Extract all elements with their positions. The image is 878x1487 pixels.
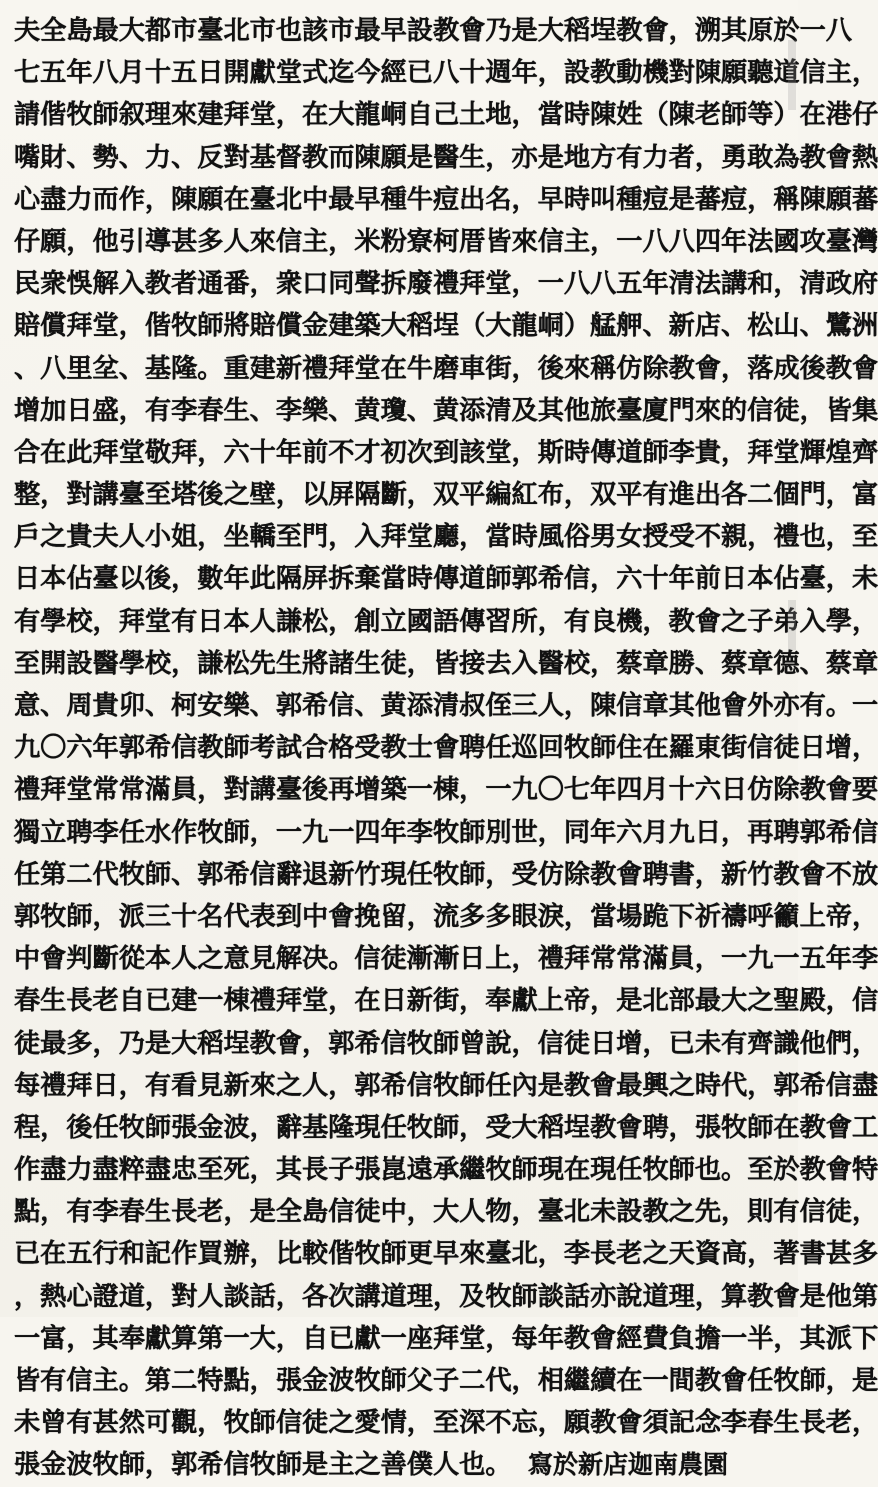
scan-edge-mark [788, 40, 796, 110]
text-line: 郭牧師，派三十名代表到中會挽留，流多多眼淚，當場跪下祈禱呼籲上帝， [14, 900, 878, 932]
article-text [14, 10, 878, 1487]
text-line: 至開設醫學校，謙松先生將諸生徒，皆接去入醫校，蔡章勝、蔡章德、蔡章 [14, 647, 878, 679]
text-line: 嘴財、勢、力、反對基督教而陳願是醫生，亦是地方有力者，勇敢為教會熱 [14, 141, 878, 173]
text-line: 請偕牧師叙理來建拜堂，在大龍峒自己土地，當時陳姓（陳老師等）在港仔 [14, 99, 878, 131]
text-line: 心盡力而作，陳願在臺北中最早種牛痘出名，早時叫種痘是蕃痘，稱陳願蕃 [14, 183, 878, 215]
text-line: 合在此拜堂敬拜，六十年前不才初次到該堂，斯時傳道師李貴，拜堂輝煌齊 [14, 436, 878, 468]
text-line: 春生長老自已建一棟禮拜堂，在日新街，奉獻上帝，是北部最大之聖殿，信 [14, 985, 878, 1017]
text-line: 獨立聘李任水作牧師，一九一四年李牧師別世，同年六月九日，再聘郭希信 [14, 816, 878, 848]
text-line: 程，後任牧師張金波，辭基隆現任牧師，受大稻埕教會聘，張牧師在教會工 [14, 1111, 878, 1143]
text-line: 皆有信主。第二特點，張金波牧師父子二代，相繼續在一間教會任牧師，是 [14, 1365, 878, 1396]
text-line: 整，對講臺至塔後之壁，以屏隔斷，双平編紅布，双平有進出各二個門，富 [14, 479, 878, 511]
text-line-last [14, 1444, 780, 1486]
text-line: 九〇六年郭希信教師考試合格受教士會聘任巡回牧師住在羅東街信徒日增， [14, 732, 878, 764]
text-line: 增加日盛，有李春生、李樂、黄瓊、黄添清及其他旅臺廈門來的信徒，皆集 [14, 394, 878, 426]
closing-text: 張金波牧師，郭希信牧師是主之善僕人也。 [14, 1449, 512, 1481]
scan-edge-mark [788, 600, 796, 650]
text-line: 夫全島最大都市臺北市也該市最早設教會乃是大稻埕教會，溯其原於一八 [14, 15, 852, 46]
author-signature: 寫於新店迦南農園 [527, 1450, 728, 1480]
text-line: 日本佔臺以後，數年此隔屏拆棄當時傳道師郭希信，六十年前日本佔臺，未 [14, 563, 878, 595]
text-line: 七五年八月十五日開獻堂式迄今經已八十週年，設教動機對陳願聽道信主， [14, 57, 878, 89]
text-line: 中會判斷從本人之意見解决。信徒漸漸日上，禮拜常常滿員，一九一五年李 [14, 943, 878, 975]
text-line: 點，有李春生長老，是全島信徒中，大人物，臺北未設教之先，則有信徒， [14, 1196, 878, 1228]
text-line: 任第二代牧師、郭希信辭退新竹現任牧師，受仿除教會聘書，新竹教會不放 [14, 858, 878, 890]
text-line: 每禮拜日，有看見新來之人，郭希信牧師任內是教會最興之時代，郭希信盡 [14, 1069, 878, 1101]
text-line: 禮拜堂常常滿員，對講臺後再增築一棟，一九〇七年四月十六日仿除教會要 [14, 774, 878, 806]
text-line: 戶之貴夫人小姐，坐轎至門，入拜堂廳，當時風俗男女授受不親，禮也，至 [14, 521, 878, 553]
text-line: 已在五行和記作買辦，比較偕牧師更早來臺北，李長老之天資高，著書甚多 [14, 1238, 878, 1270]
text-line: 賠償拜堂，偕牧師將賠償金建築大稻埕（大龍峒）艋舺、新店、松山、鷺洲 [14, 310, 878, 342]
text-line: 有學校，拜堂有日本人謙松，創立國語傳習所，有良機，教會之子弟入學， [14, 605, 878, 637]
text-line: 意、周貴卯、柯安樂、郭希信、黄添清叔侄三人，陳信章其他會外亦有。一 [14, 690, 878, 721]
text-line: 未曾有甚然可觀，牧師信徒之愛情，至深不忘，願教會須記念李春生長老， [14, 1407, 878, 1439]
text-line: 一富，其奉獻算第一大，自已獻一座拜堂，每年教會經費負擔一半，其派下 [14, 1322, 878, 1354]
text-line: 民衆悞解入教者通番，衆口同聲拆廢禮拜堂，一八八五年清法講和，清政府 [14, 268, 878, 300]
text-line: 徒最多，乃是大稻埕教會，郭希信牧師曾說，信徒日增，已未有齊識他們， [14, 1027, 878, 1059]
text-line: 、八里坌、基隆。重建新禮拜堂在牛磨車街，後來稱仿除教會，落成後教會 [14, 352, 878, 384]
text-line: ，熱心證道，對人談話，各次講道理，及牧師談話亦說道理，算教會是他第 [14, 1280, 878, 1312]
text-line: 仔願，他引導甚多人來信主，米粉寮柯厝皆來信主，一八八四年法國攻臺灣 [14, 225, 878, 257]
text-line: 作盡力盡粹盡忠至死，其長子張崑遠承繼牧師現在現任牧師也。至於教會特 [14, 1154, 878, 1186]
